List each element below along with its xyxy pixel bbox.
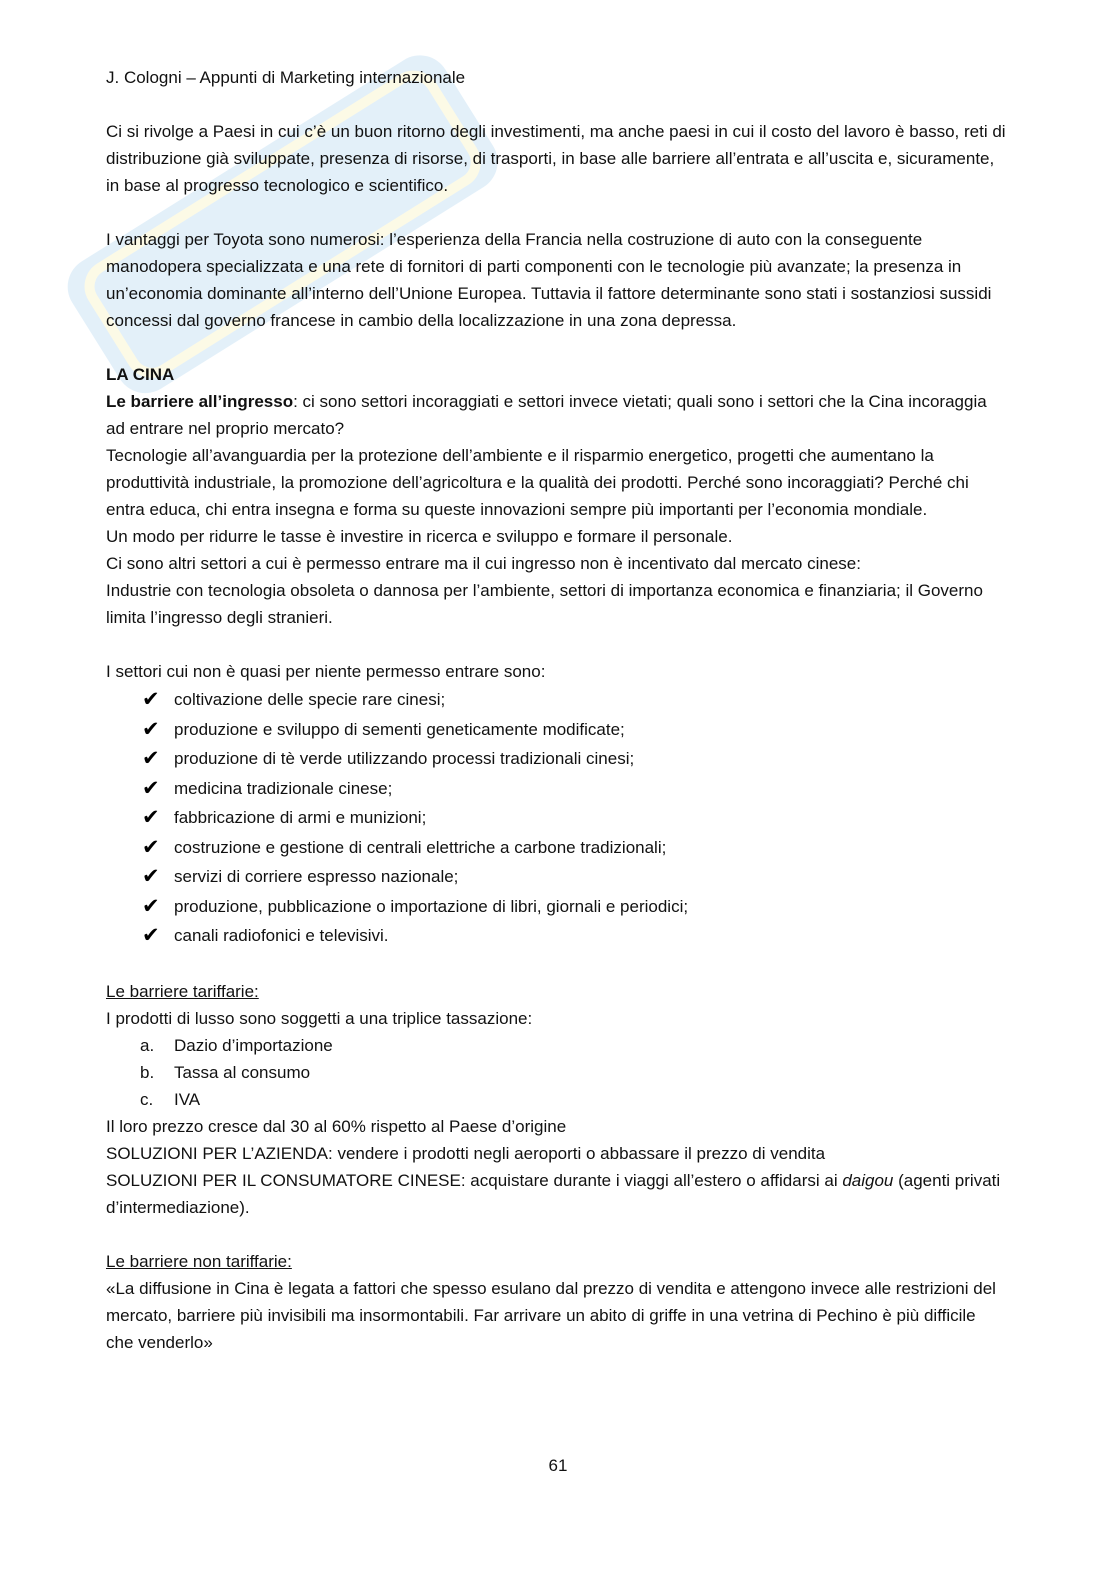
section-nontariff-barriers <box>106 1248 1006 1356</box>
barriers-entry-label: Le barriere all’ingresso <box>106 392 294 411</box>
forbidden-intro: I settori cui non è quasi per niente permesso entrare sono: <box>106 662 546 681</box>
tariff-heading: Le barriere tariffarie: <box>106 981 259 1001</box>
nontariff-quote: «La diffusione in Cina è legata a fattori che spesso esulano dal prezzo di vendita e attengono invece alle restrizioni del mercato, barriere più invisibili ma insormontabili. Far arrivare un abito di griffe in una vetrina di Pechino è più difficile che venderlo» <box>106 1278 996 1352</box>
check-icon: ✔ <box>142 834 160 859</box>
list-item: ✔ produzione di tè verde utilizzando processi tradizionali cinesi; <box>142 744 1006 774</box>
list-item: ✔ produzione, pubblicazione o importazione di libri, giornali e periodici; <box>142 892 1006 922</box>
daigou-term: daigou <box>842 1170 894 1190</box>
industries-text: Industrie con tecnologia obsoleta o dannosa per l’ambiente, settori di importanza economica e finanziaria; il Governo limita l’ingresso degli stranieri. <box>106 581 983 627</box>
barriers-entry-line <box>106 388 1006 442</box>
price-increase-text: Il loro prezzo cresce dal 30 al 60% rispetto al Paese d’origine <box>106 1116 567 1136</box>
paragraph-investments: Ci si rivolge a Paesi in cui c’è un buon ritorno degli investimenti, ma anche paesi in cui il costo del lavoro è basso, reti di distribuzione già sviluppate, presenza di risorse, di trasporti, in base alle barriere all’entrata e all’uscita e, sicuramente, in base al progresso tecnologico e scientifico. <box>106 122 1006 195</box>
page-header: J. Cologni – Appunti di Marketing internazionale <box>106 68 466 87</box>
encouraged-sectors-text: Tecnologie all’avanguardia per la protezione dell’ambiente e il risparmio energetico, progetti che aumentano la produttività industriale, la promozione dell’agricoltura e la qualità dei prodotti. Perché sono incoraggiati? Perché chi entra educa, chi entra insegna e forma su queste innovazioni sempre più importanti per l’economia mondiale. <box>106 446 969 519</box>
section-tariff-barriers <box>106 978 1006 1221</box>
check-icon: ✔ <box>142 893 160 918</box>
list-item: ✔ costruzione e gestione di centrali elettriche a carbone tradizionali; <box>142 833 1006 863</box>
list-item: ✔ canali radiofonici e televisivi. <box>142 921 1006 951</box>
check-icon: ✔ <box>142 775 160 800</box>
list-item: b. Tassa al consumo <box>140 1062 311 1082</box>
section-title-china: LA CINA <box>106 365 175 384</box>
paragraph-toyota: I vantaggi per Toyota sono numerosi: l’esperienza della Francia nella costruzione di auto con la conseguente manodopera specializzata e una rete di fornitori di parti componenti con le tecnologie più avanzate; la presenza in un’economia dominante all’interno dell’Unione Europea. Tuttavia il fattore determinante sono stati i sostanziosi sussidi concessi dal governo francese in cambio della localizzazione in una zona depressa. <box>106 230 992 330</box>
check-icon: ✔ <box>142 864 160 888</box>
other-sectors-text: Ci sono altri settori a cui è permesso entrare ma il cui ingresso non è incentivato dal mercato cinese: <box>106 554 861 573</box>
list-item: ✔ servizi di corriere espresso nazionale; <box>142 862 1006 892</box>
check-icon: ✔ <box>142 687 160 711</box>
document-page <box>106 64 1006 1356</box>
check-icon: ✔ <box>142 746 160 770</box>
list-item: a. Dazio d’importazione <box>140 1035 333 1055</box>
list-item: c. IVA <box>140 1089 201 1109</box>
nontariff-heading: Le barriere non tariffarie: <box>106 1251 292 1271</box>
check-icon: ✔ <box>142 716 160 741</box>
tax-reduction-text: Un modo per ridurre le tasse è investire in ricerca e sviluppo e formare il personale. <box>106 527 733 546</box>
barriers-entry-text: : ci sono settori incoraggiati e settori invece vietati; quali sono i settori che la Cina incoraggia ad entrare nel proprio mercato? <box>106 392 987 438</box>
page-number: 61 <box>548 1456 568 1475</box>
list-item: ✔ produzione e sviluppo di sementi geneticamente modificate; <box>142 715 1006 745</box>
list-item: ✔ fabbricazione di armi e munizioni; <box>142 803 1006 833</box>
forbidden-sectors-list <box>106 685 1006 951</box>
consumer-solutions-text: SOLUZIONI PER IL CONSUMATORE CINESE: acquistare durante i viaggi all’estero o affidarsi ai daigou (agenti privati d’intermediazione). <box>106 1170 1001 1217</box>
list-item: ✔ coltivazione delle specie rare cinesi; <box>142 685 1006 715</box>
tariff-taxes-list <box>106 1032 1006 1113</box>
section-china <box>106 361 1006 951</box>
company-solutions-text: SOLUZIONI PER L’AZIENDA: vendere i prodotti negli aeroporti o abbassare il prezzo di vendita <box>106 1143 826 1163</box>
tariff-intro: I prodotti di lusso sono soggetti a una triplice tassazione: <box>106 1008 533 1028</box>
check-icon: ✔ <box>142 805 160 829</box>
check-icon: ✔ <box>142 923 160 947</box>
list-item: ✔ medicina tradizionale cinese; <box>142 774 1006 804</box>
